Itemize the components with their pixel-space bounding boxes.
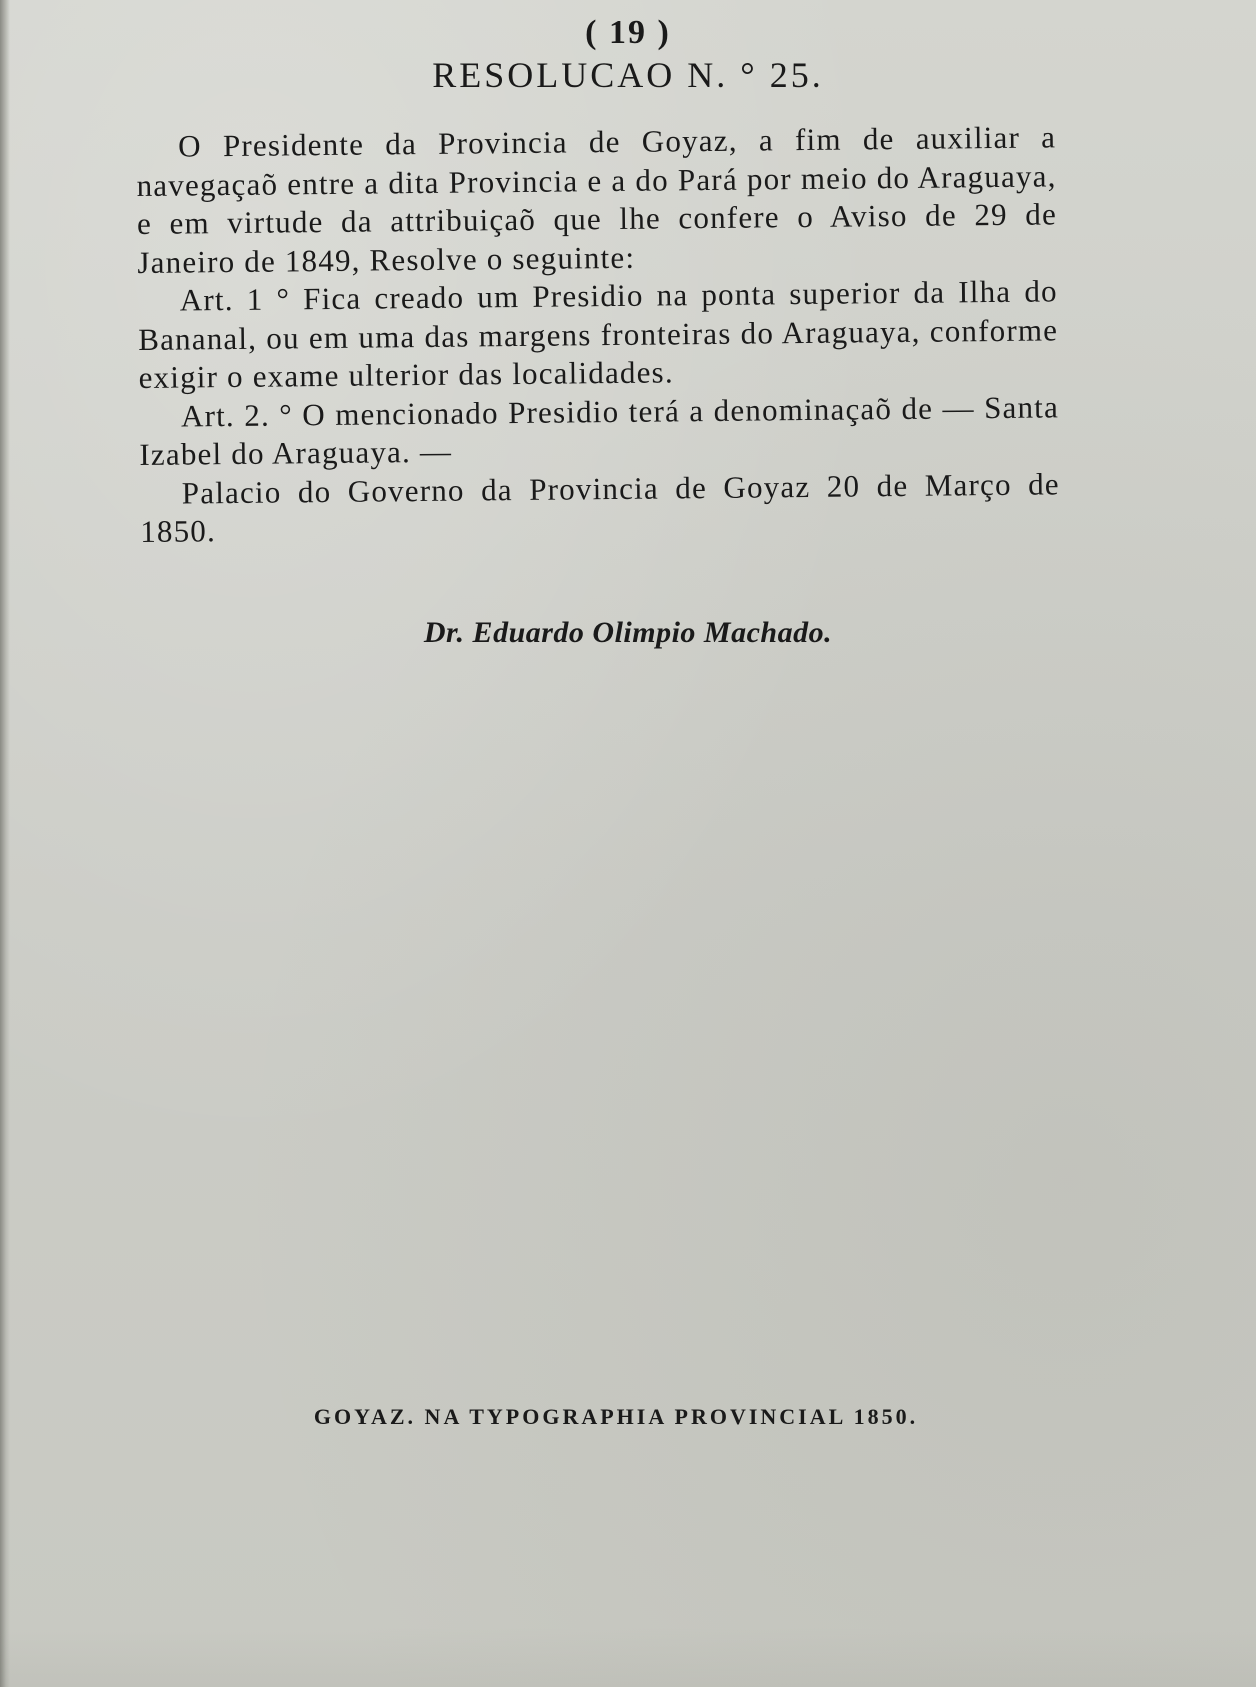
article-1-paragraph: Art. 1 ° Fica creado um Presidio na ponta superior da Ilha do Bananal, ou em uma das margens fronteiras do Araguaya, conforme exigir o exame ulterior das localidades. bbox=[138, 273, 1059, 395]
date-line-paragraph: Palacio do Governo da Provincia de Goyaz 20 de Março de 1850. bbox=[140, 465, 1060, 549]
page-number: ( 19 ) bbox=[585, 14, 671, 51]
resolution-body bbox=[136, 118, 1060, 551]
page-binding-edge bbox=[0, 0, 10, 1687]
resolution-title: RESOLUCAO N. ° 25. bbox=[432, 55, 824, 95]
paper-shading bbox=[0, 1627, 1256, 1687]
article-2-paragraph: Art. 2. ° O mencionado Presidio terá a denominaçaõ de — Santa Izabel do Araguaya. — bbox=[139, 388, 1060, 472]
printer-imprint: GOYAZ. NA TYPOGRAPHIA PROVINCIAL 1850. bbox=[313, 1404, 919, 1429]
signature: Dr. Eduardo Olimpio Machado. bbox=[423, 616, 833, 649]
preamble-paragraph: O Presidente da Provincia de Goyaz, a fim de auxiliar a navegaçaõ entre a dita Provincia e a do Pará por meio do Araguaya, e em virtude da attribuiçaõ que lhe confere o Aviso de 29 de Janeiro de 1849, Resolve o seguinte: bbox=[136, 119, 1058, 280]
